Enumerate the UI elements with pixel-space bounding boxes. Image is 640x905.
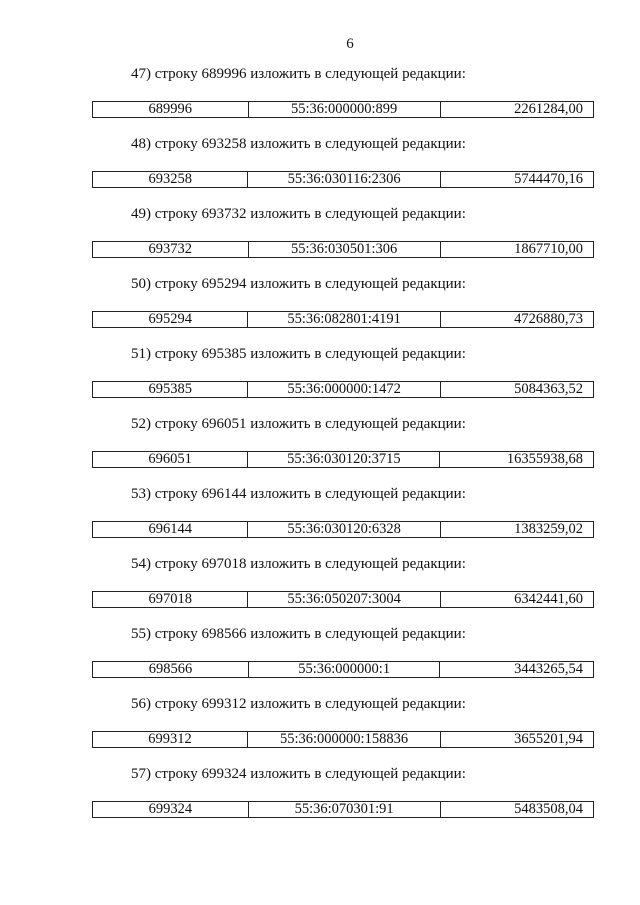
amendment-row-table (92, 171, 594, 188)
amendment-entry (0, 414, 640, 484)
amendment-entry (0, 64, 640, 134)
amendment-row-table (92, 591, 594, 608)
row-number-cell: 699324 (93, 802, 249, 818)
value-cell: 3443265,54 (440, 662, 594, 678)
value-cell: 2261284,00 (440, 102, 593, 118)
amendment-instruction: 48) строку 693258 изложить в следующей редакции: (131, 136, 466, 152)
value-cell: 16355938,68 (440, 452, 594, 468)
value-cell: 6342441,60 (440, 592, 593, 608)
amendment-instruction: 53) строку 696144 изложить в следующей редакции: (131, 486, 466, 502)
row-number-cell: 699312 (93, 732, 248, 748)
value-cell: 4726880,73 (440, 312, 593, 328)
cadastral-number-cell: 55:36:082801:4191 (248, 312, 440, 328)
row-number-cell: 698566 (93, 662, 249, 678)
row-number-cell: 696144 (93, 522, 248, 538)
cadastral-number-cell: 55:36:000000:158836 (248, 732, 441, 748)
row-number-cell: 693258 (93, 172, 248, 188)
value-cell: 5084363,52 (440, 382, 593, 398)
amendment-row-table (92, 241, 594, 258)
cadastral-number-cell: 55:36:050207:3004 (248, 592, 440, 608)
table-row (93, 592, 594, 608)
table-row (93, 732, 594, 748)
cadastral-number-cell: 55:36:030116:2306 (248, 172, 440, 188)
table-row (93, 312, 594, 328)
value-cell: 1383259,02 (440, 522, 593, 538)
value-cell: 5744470,16 (440, 172, 593, 188)
amendment-row-table (92, 451, 594, 468)
page-number: 6 (346, 36, 354, 52)
table-row (93, 452, 594, 468)
cadastral-number-cell: 55:36:030120:6328 (248, 522, 440, 538)
amendment-instruction: 57) строку 699324 изложить в следующей редакции: (131, 766, 466, 782)
cadastral-number-cell: 55:36:070301:91 (248, 802, 440, 818)
amendment-entry (0, 764, 640, 834)
amendment-row-table (92, 381, 594, 398)
table-row (93, 662, 594, 678)
row-number-cell: 689996 (93, 102, 249, 118)
table-row (93, 522, 594, 538)
amendment-instruction: 52) строку 696051 изложить в следующей редакции: (131, 416, 466, 432)
row-number-cell: 697018 (93, 592, 248, 608)
amendment-row-table (92, 311, 594, 328)
amendment-instruction: 51) строку 695385 изложить в следующей редакции: (131, 346, 466, 362)
row-number-cell: 696051 (93, 452, 248, 468)
amendment-entry (0, 344, 640, 414)
amendment-entry (0, 484, 640, 554)
amendment-entry (0, 554, 640, 624)
row-number-cell: 693732 (93, 242, 249, 258)
cadastral-number-cell: 55:36:030501:306 (248, 242, 440, 258)
table-row (93, 102, 594, 118)
amendment-row-table (92, 731, 594, 748)
amendment-row-table (92, 101, 594, 118)
amendment-entry (0, 134, 640, 204)
table-row (93, 172, 594, 188)
amendment-instruction: 55) строку 698566 изложить в следующей редакции: (131, 626, 466, 642)
amendment-instruction: 54) строку 697018 изложить в следующей редакции: (131, 556, 466, 572)
amendment-row-table (92, 521, 594, 538)
amendment-row-table (92, 661, 594, 678)
value-cell: 3655201,94 (440, 732, 593, 748)
amendment-list (0, 64, 640, 834)
amendment-entry (0, 274, 640, 344)
row-number-cell: 695385 (93, 382, 248, 398)
amendment-instruction: 50) строку 695294 изложить в следующей редакции: (131, 276, 466, 292)
cadastral-number-cell: 55:36:000000:899 (248, 102, 440, 118)
cadastral-number-cell: 55:36:000000:1472 (248, 382, 440, 398)
amendment-entry (0, 694, 640, 764)
amendment-instruction: 56) строку 699312 изложить в следующей редакции: (131, 696, 466, 712)
amendment-row-table (92, 801, 594, 818)
amendment-instruction: 47) строку 689996 изложить в следующей редакции: (131, 66, 466, 82)
row-number-cell: 695294 (93, 312, 248, 328)
amendment-entry (0, 624, 640, 694)
table-row (93, 242, 594, 258)
cadastral-number-cell: 55:36:000000:1 (248, 662, 440, 678)
amendment-entry (0, 204, 640, 274)
value-cell: 5483508,04 (440, 802, 593, 818)
table-row (93, 802, 594, 818)
amendment-instruction: 49) строку 693732 изложить в следующей редакции: (131, 206, 466, 222)
table-row (93, 382, 594, 398)
value-cell: 1867710,00 (440, 242, 593, 258)
cadastral-number-cell: 55:36:030120:3715 (248, 452, 440, 468)
